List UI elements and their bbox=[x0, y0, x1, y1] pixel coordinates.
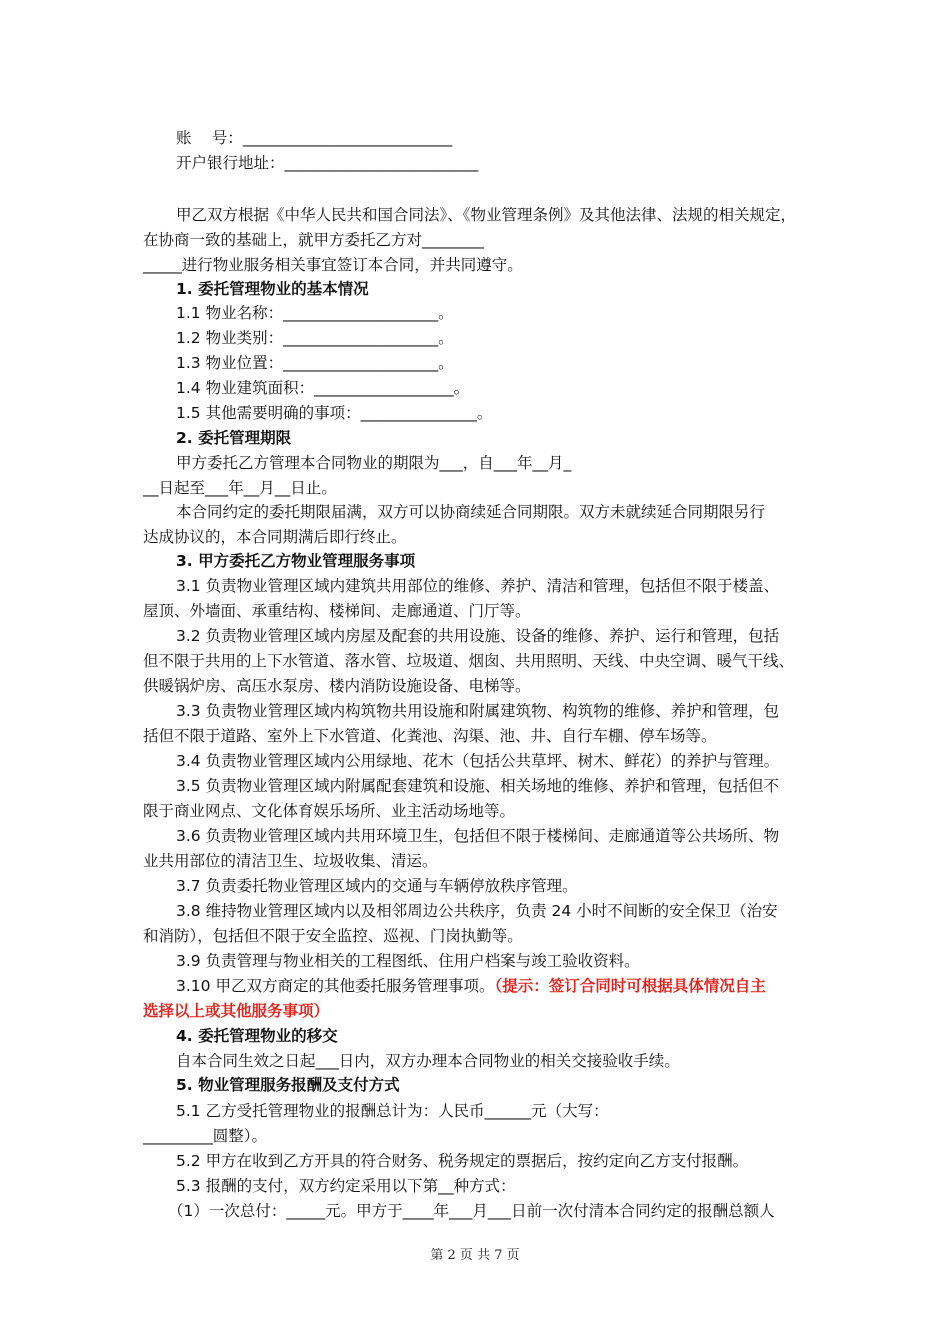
item-3-6-line-2: 业共用部位的清洁卫生、垃圾收集、清运。 bbox=[143, 852, 438, 870]
item-3-5-line-2: 限于商业网点、文化体育娱乐场所、业主活动场地等。 bbox=[143, 802, 516, 820]
account-line: 账 号：___________________________ bbox=[176, 129, 453, 147]
intro-line-1: 甲乙双方根据《中华人民共和国合同法》、《物业管理条例》及其他法律、法规的相关规定， bbox=[176, 206, 797, 224]
item-1-4: 1.4 物业建筑面积：__________________。 bbox=[176, 379, 470, 397]
term-line-1: 甲方委托乙方管理本合同物业的期限为___，自___年__月_ bbox=[176, 454, 572, 472]
section-4-title: 4. 委托管理物业的移交 bbox=[176, 1027, 338, 1045]
item-1-5: 1.5 其他需要明确的事项：_______________。 bbox=[176, 404, 493, 422]
item-3-1-line-1: 3.1 负责物业管理区域内建筑共用部位的维修、养护、清洁和管理，包括但不限于楼盖、 bbox=[176, 577, 780, 595]
item-3-5-line-1: 3.5 负责物业管理区域内附属配套建筑和设施、相关场地的维修、养护和管理，包括但不 bbox=[176, 777, 780, 795]
item-3-9: 3.9 负责管理与物业相关的工程图纸、住用户档案与竣工验收资料。 bbox=[176, 952, 640, 970]
item-3-3-line-1: 3.3 负责物业管理区域内构筑物共用设施和附属建筑物、构筑物的维修、养护和管理，包 bbox=[176, 702, 780, 720]
section-2-title: 2. 委托管理期限 bbox=[176, 429, 292, 447]
section-1-title: 1. 委托管理物业的基本情况 bbox=[176, 280, 369, 298]
item-3-8-line-1: 3.8 维持物业管理区域内以及相邻周边公共秩序，负责 24 小时不间断的安全保卫（治安 bbox=[176, 902, 778, 920]
renewal-line-1: 本合同约定的委托期限届满，双方可以协商续延合同期限。双方未就续延合同期限另行 bbox=[176, 503, 766, 521]
item-5-1-line-2: _________圆整）。 bbox=[143, 1127, 268, 1145]
item-5-2: 5.2 甲方在收到乙方开具的符合财务、税务规定的票据后，按约定向乙方支付报酬。 bbox=[176, 1152, 749, 1170]
item-3-10 bbox=[176, 974, 846, 999]
item-3-7: 3.7 负责委托物业管理区域内的交通与车辆停放秩序管理。 bbox=[176, 877, 578, 895]
item-5-3-option-1: （1）一次总付：_____元。甲方于____年___月___日前一次付清本合同约定的报酬总额人 bbox=[168, 1202, 775, 1220]
item-3-10-text: 3.10 甲乙双方商定的其他委托服务管理事项。 bbox=[176, 977, 495, 995]
item-3-3-line-2: 括但不限于道路、室外上下水管道、化粪池、沟渠、池、井、自行车棚、停车场等。 bbox=[143, 727, 717, 745]
item-3-2-line-1: 3.2 负责物业管理区域内房屋及配套的共用设施、设备的维修、养护、运行和管理，包括 bbox=[176, 627, 780, 645]
term-line-2: __日起至___年__月__日止。 bbox=[143, 479, 337, 497]
handover-line: 自本合同生效之日起___日内，双方办理本合同物业的相关交接验收手续。 bbox=[176, 1052, 680, 1070]
item-3-4: 3.4 负责物业管理区域内公用绿地、花木（包括公共草坪、树木、鲜花）的养护与管理。 bbox=[176, 752, 780, 770]
item-1-1: 1.1 物业名称：____________________。 bbox=[176, 304, 454, 322]
item-3-2-line-2: 但不限于共用的上下水管道、落水管、垃圾道、烟囱、共用照明、天线、中央空调、暖气干线、 bbox=[143, 652, 795, 670]
item-5-3: 5.3 报酬的支付，双方约定采用以下第__种方式： bbox=[176, 1177, 516, 1195]
item-3-1-line-2: 屋顶、外墙面、承重结构、楼梯间、走廊通道、门厅等。 bbox=[143, 602, 531, 620]
item-3-10-tip-part-2: 选择以上或其他服务事项） bbox=[143, 1002, 330, 1020]
item-3-8-line-2: 和消防），包括但不限于安全监控、巡视、门岗执勤等。 bbox=[143, 927, 523, 945]
renewal-line-2: 达成协议的，本合同期满后即行终止。 bbox=[143, 528, 407, 546]
item-1-3: 1.3 物业位置：____________________。 bbox=[176, 354, 454, 372]
page-footer: 第 2 页 共 7 页 bbox=[430, 1248, 520, 1263]
item-3-2-line-3: 供暖锅炉房、高压水泵房、楼内消防设施设备、电梯等。 bbox=[143, 677, 531, 695]
item-3-6-line-1: 3.6 负责物业管理区域内共用环境卫生，包括但不限于楼梯间、走廊通道等公共场所、物 bbox=[176, 827, 780, 845]
intro-line-3: _____进行物业服务相关事宜签订本合同，并共同遵守。 bbox=[143, 256, 523, 274]
bank-address-line: 开户银行地址：_________________________ bbox=[176, 154, 479, 172]
section-5-title: 5. 物业管理服务报酬及支付方式 bbox=[176, 1076, 400, 1094]
item-5-1-line-1: 5.1 乙方受托管理物业的报酬总计为：人民币______元（大写： bbox=[176, 1102, 609, 1120]
intro-line-2: 在协商一致的基础上，就甲方委托乙方对________ bbox=[143, 231, 485, 249]
item-3-10-tip-part-1: （提示：签订合同时可根据具体情况自主 bbox=[494, 977, 766, 995]
item-1-2: 1.2 物业类别：____________________。 bbox=[176, 329, 454, 347]
section-3-title: 3. 甲方委托乙方物业管理服务事项 bbox=[176, 552, 416, 570]
